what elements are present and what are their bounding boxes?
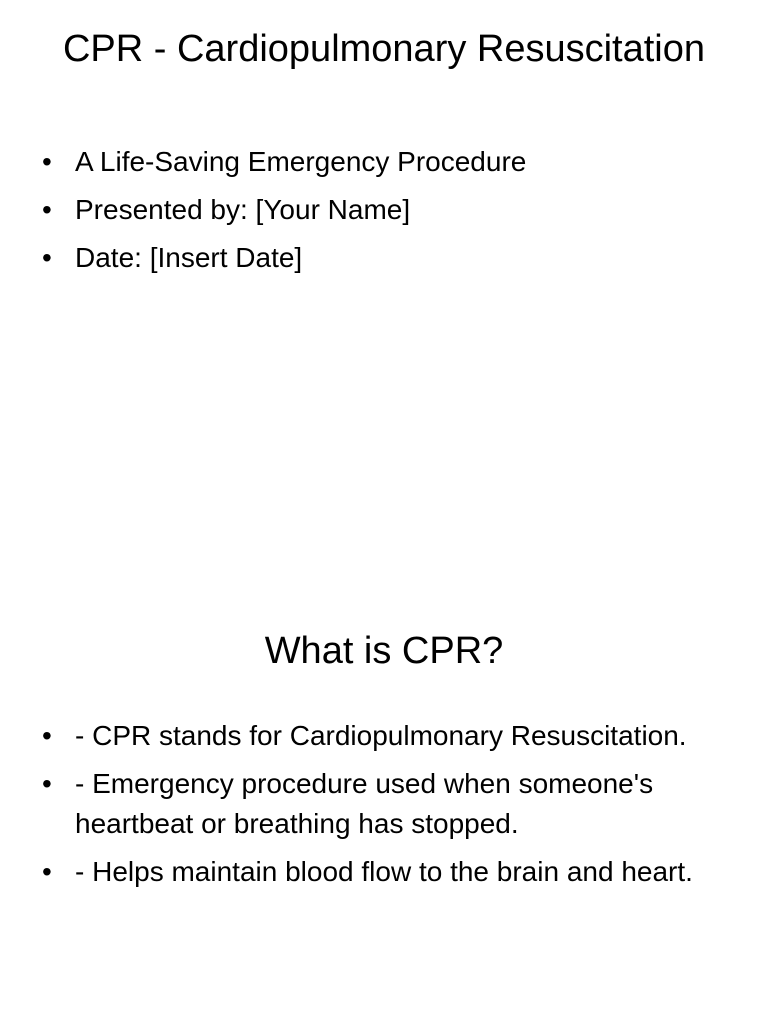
bullet-icon: • xyxy=(42,242,52,273)
bullet-item xyxy=(40,238,728,278)
bullet-icon: • xyxy=(42,720,52,751)
bullet-item xyxy=(40,764,728,844)
bullet-text: A Life-Saving Emergency Procedure xyxy=(75,146,527,177)
bullet-icon: • xyxy=(42,768,52,799)
bullet-text: - CPR stands for Cardiopulmonary Resuscitation. xyxy=(75,720,687,751)
bullet-text: - Helps maintain blood flow to the brain and heart. xyxy=(75,856,693,887)
bullet-text: Presented by: [Your Name] xyxy=(75,194,411,225)
bullet-text: - Emergency procedure used when someone's heartbeat or breathing has stopped. xyxy=(75,768,654,839)
bullet-icon: • xyxy=(42,146,52,177)
bullet-icon: • xyxy=(42,856,52,887)
bullet-list xyxy=(40,142,728,286)
bullet-list xyxy=(40,716,728,900)
slide-what-is-cpr xyxy=(0,580,768,1024)
bullet-item xyxy=(40,716,728,756)
slide-title: What is CPR? xyxy=(264,630,504,672)
bullet-item xyxy=(40,852,728,892)
bullet-text: Date: [Insert Date] xyxy=(75,242,303,273)
bullet-icon: • xyxy=(42,194,52,225)
slide-title: CPR - Cardiopulmonary Resuscitation xyxy=(62,28,706,70)
bullet-item xyxy=(40,190,728,230)
bullet-item xyxy=(40,142,728,182)
